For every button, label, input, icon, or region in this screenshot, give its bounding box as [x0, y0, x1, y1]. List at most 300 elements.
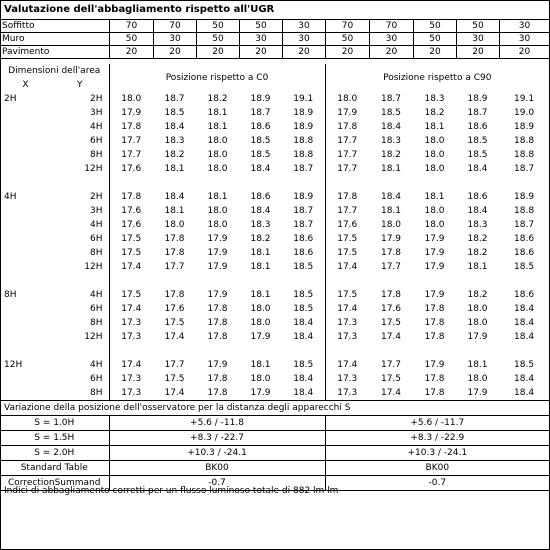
ugr-value-c0: 18.0: [121, 94, 142, 104]
area-x-label: [0, 260, 51, 274]
ugr-row: [0, 330, 549, 344]
group-spacer: [0, 344, 549, 358]
ugr-value-c90: 18.9: [467, 94, 488, 104]
ugr-value-c0: 17.6: [121, 206, 142, 216]
reflectance-value: 20: [197, 46, 240, 59]
ugr-value-c90: 18.7: [514, 220, 535, 230]
y-header: Y: [51, 78, 109, 92]
ugr-value-c0: 18.7: [282, 204, 325, 218]
ugr-value-c90: 17.7: [337, 164, 358, 174]
ugr-value-c90: 18.4: [380, 122, 402, 132]
ugr-value-c90: 17.9: [424, 262, 445, 272]
reflectance-value: 30: [500, 20, 550, 33]
ugr-value-c0: 17.9: [207, 360, 228, 370]
ugr-value-c90: 17.7: [337, 206, 358, 216]
area-x-label: [0, 330, 51, 344]
ugr-value-c0: 18.0: [207, 136, 228, 146]
ugr-value-c0: 18.5: [282, 260, 325, 274]
dimensions-header: Dimensioni dell'area: [0, 64, 109, 78]
ugr-value-c90: 18.0: [380, 220, 402, 230]
ugr-value-c0: 18.5: [282, 288, 325, 302]
ugr-row: [0, 386, 549, 401]
standard-table-c0: BK00: [109, 461, 325, 476]
ugr-value-c0: 17.5: [121, 234, 142, 244]
ugr-value-c0: 17.9: [250, 332, 271, 342]
ugr-value-c90: 18.0: [424, 150, 445, 160]
ugr-value-c0: 18.7: [282, 218, 325, 232]
ugr-value-c0: 17.6: [121, 220, 142, 230]
ugr-value-c0: 18.3: [250, 220, 271, 230]
ugr-value-c0: 17.8: [121, 122, 142, 132]
ugr-value-c0: 18.0: [207, 206, 228, 216]
ugr-value-c90: 17.8: [380, 248, 402, 258]
area-y-label: 8H: [51, 148, 109, 162]
ugr-value-c90: 17.9: [467, 332, 488, 342]
ugr-row: [0, 232, 549, 246]
ugr-value-c0: 18.1: [207, 122, 228, 132]
ugr-value-c90: 18.4: [467, 164, 488, 174]
ugr-value-c0: 17.8: [207, 332, 228, 342]
area-x-label: [0, 246, 51, 260]
reflectance-value: 30: [154, 33, 197, 46]
ugr-value-c0: 17.8: [207, 318, 228, 328]
reflectance-value: 70: [326, 20, 370, 33]
area-x-label: 8H: [4, 290, 17, 300]
ugr-value-c0: 18.0: [250, 318, 271, 328]
ugr-value-c0: 18.7: [164, 94, 185, 104]
reflectance-value: 50: [457, 20, 500, 33]
ugr-value-c90: 18.2: [380, 150, 402, 160]
spacer-cell: [325, 274, 549, 288]
ugr-value-c0: 17.6: [121, 164, 142, 174]
ugr-value-c0: 18.2: [250, 234, 271, 244]
ugr-value-c0: 18.6: [282, 232, 325, 246]
ugr-value-c90: 18.0: [467, 304, 488, 314]
area-y-label: 6H: [51, 232, 109, 246]
header-row: [0, 64, 549, 78]
ugr-value-c90: 18.1: [380, 164, 402, 174]
ugr-row: [0, 190, 549, 204]
area-x-label: [0, 204, 51, 218]
reflectance-table: [0, 19, 550, 59]
ugr-row: [0, 372, 549, 386]
ugr-value-c90: 17.8: [337, 192, 358, 202]
c0-header: Posizione rispetto a C0: [109, 64, 325, 92]
ugr-value-c0: 19.1: [282, 92, 325, 106]
ugr-value-c0: 18.0: [250, 304, 271, 314]
ugr-value-c0: 17.4: [121, 360, 142, 370]
ugr-value-c90: 18.7: [514, 164, 535, 174]
reflectance-value: 20: [154, 46, 197, 59]
ugr-value-c0: 17.4: [121, 262, 142, 272]
ugr-value-c0: 17.9: [121, 108, 142, 118]
spacer-cell: [0, 344, 51, 358]
ugr-value-c90: 17.8: [424, 318, 445, 328]
ugr-value-c90: 18.3: [424, 94, 445, 104]
area-y-label: 12H: [51, 162, 109, 176]
ugr-value-c90: 18.3: [467, 220, 488, 230]
reflectance-value: 70: [154, 20, 197, 33]
spacer-cell: [51, 274, 109, 288]
ugr-value-c90: 18.4: [514, 388, 535, 398]
reflectance-value: 50: [197, 20, 240, 33]
ugr-value-c0: 18.5: [282, 358, 325, 372]
ugr-value-c0: 18.9: [250, 94, 271, 104]
ugr-value-c0: 18.4: [164, 192, 185, 202]
ugr-value-c90: 19.1: [514, 94, 535, 104]
ugr-value-c90: 18.7: [380, 94, 402, 104]
ugr-value-c0: 17.7: [164, 262, 185, 272]
ugr-value-c90: 17.3: [337, 388, 358, 398]
ugr-value-c0: 17.7: [164, 360, 185, 370]
ugr-value-c90: 17.8: [424, 332, 445, 342]
ugr-value-c90: 17.4: [337, 262, 358, 272]
reflectance-value: 20: [240, 46, 283, 59]
ugr-value-c0: 17.3: [121, 332, 142, 342]
ugr-value-c90: 19.0: [514, 108, 535, 118]
variation-label: S = 2.0H: [0, 446, 109, 461]
area-y-label: 6H: [51, 302, 109, 316]
reflectance-value: 50: [414, 20, 457, 33]
reflectance-value: 50: [110, 33, 154, 46]
ugr-value-c90: 17.4: [337, 360, 358, 370]
spacer-cell: [325, 344, 549, 358]
ugr-value-c90: 18.0: [424, 136, 445, 146]
variation-c90: +5.6 / -11.7: [325, 416, 549, 431]
reflectance-value: 30: [370, 33, 414, 46]
ugr-value-c90: 18.3: [380, 136, 402, 146]
ugr-value-c0: 18.0: [207, 220, 228, 230]
reflectance-value: 30: [457, 33, 500, 46]
ugr-value-c0: 17.8: [164, 234, 185, 244]
ugr-row: [0, 92, 549, 106]
ugr-value-c0: 18.0: [207, 164, 228, 174]
ugr-value-c0: 17.5: [164, 374, 185, 384]
ugr-value-c0: 18.8: [282, 134, 325, 148]
ugr-value-c0: 18.7: [250, 108, 271, 118]
ugr-value-c90: 18.4: [514, 332, 535, 342]
ugr-value-c90: 17.5: [380, 318, 402, 328]
ugr-value-c0: 17.9: [207, 262, 228, 272]
correction-c90: -0.7: [325, 476, 549, 491]
ugr-value-c0: 18.2: [164, 150, 185, 160]
ugr-value-c90: 18.8: [514, 206, 535, 216]
ugr-row: [0, 358, 549, 372]
standard-table-c90: BK00: [325, 461, 549, 476]
c90-header: Posizione rispetto a C90: [383, 73, 492, 83]
ugr-value-c0: 17.9: [207, 234, 228, 244]
reflectance-value: 20: [326, 46, 370, 59]
area-x-label: 4H: [4, 192, 17, 202]
spacer-cell: [109, 274, 325, 288]
ugr-row: [0, 316, 549, 330]
area-y-label: 6H: [51, 134, 109, 148]
reflectance-value: 50: [326, 33, 370, 46]
ugr-value-c90: 18.2: [467, 234, 488, 244]
ugr-value-c0: 17.9: [207, 248, 228, 258]
ugr-value-c90: 17.4: [380, 388, 402, 398]
ugr-value-c0: 17.4: [164, 388, 185, 398]
variation-label: S = 1.0H: [0, 416, 109, 431]
ugr-value-c90: 17.4: [380, 332, 402, 342]
ugr-value-c0: 18.8: [282, 148, 325, 162]
area-y-label: 12H: [51, 330, 109, 344]
ugr-value-c0: 18.5: [282, 302, 325, 316]
ugr-row: [0, 106, 549, 120]
area-x-label: [0, 120, 51, 134]
area-y-label: 2H: [51, 92, 109, 106]
ugr-value-c90: 17.3: [337, 318, 358, 328]
ugr-value-c90: 18.6: [514, 234, 535, 244]
ugr-value-c0: 18.9: [282, 190, 325, 204]
area-x-label: [0, 106, 51, 120]
ugr-value-c90: 18.5: [467, 150, 488, 160]
ugr-value-c0: 17.8: [121, 192, 142, 202]
reflectance-value: 50: [197, 33, 240, 46]
ugr-value-c0: 17.6: [164, 304, 185, 314]
area-x-label: 12H: [4, 360, 23, 370]
ugr-value-c0: 18.9: [282, 120, 325, 134]
ugr-value-c0: 18.6: [282, 246, 325, 260]
ugr-value-c0: 18.6: [250, 122, 271, 132]
ugr-value-c90: 18.5: [467, 136, 488, 146]
ugr-value-c0: 18.9: [282, 106, 325, 120]
ugr-value-c90: 18.5: [514, 360, 535, 370]
ugr-value-c90: 17.7: [380, 262, 402, 272]
spacer-cell: [51, 176, 109, 190]
ugr-value-c0: 18.0: [207, 150, 228, 160]
ugr-value-c90: 17.7: [337, 136, 358, 146]
area-y-label: 12H: [51, 260, 109, 274]
ugr-value-c0: 17.9: [207, 290, 228, 300]
variation-c0: +10.3 / -24.1: [109, 446, 325, 461]
ugr-value-c0: 17.8: [207, 374, 228, 384]
ugr-value-c90: 18.4: [514, 374, 535, 384]
ugr-value-c90: 18.1: [424, 192, 445, 202]
ugr-value-c0: 18.0: [250, 374, 271, 384]
ugr-row: [0, 260, 549, 274]
reflectance-value: 20: [370, 46, 414, 59]
reflectance-value: 20: [457, 46, 500, 59]
area-y-label: 4H: [51, 120, 109, 134]
ugr-row: [0, 148, 549, 162]
ugr-value-c90: 17.5: [337, 290, 358, 300]
ugr-value-c90: 18.6: [514, 290, 535, 300]
reflectance-value: 50: [240, 20, 283, 33]
reflectance-value: 20: [414, 46, 457, 59]
area-y-label: 2H: [51, 190, 109, 204]
ugr-value-c0: 17.8: [164, 248, 185, 258]
ugr-value-c0: 17.8: [207, 388, 228, 398]
reflectance-value: 20: [283, 46, 326, 59]
ugr-value-c0: 18.5: [250, 136, 271, 146]
ugr-value-c90: 17.9: [467, 388, 488, 398]
ugr-value-c90: 18.4: [467, 206, 488, 216]
ugr-value-c90: 17.7: [380, 360, 402, 370]
ugr-value-c90: 17.8: [424, 388, 445, 398]
ugr-value-c90: 17.9: [424, 290, 445, 300]
ugr-value-c0: 18.1: [164, 164, 185, 174]
ugr-value-c90: 18.4: [380, 192, 402, 202]
ugr-value-c90: 17.8: [424, 374, 445, 384]
variation-row: [0, 431, 549, 446]
variation-row: [0, 416, 549, 431]
ugr-value-c90: 18.6: [467, 122, 488, 132]
area-x-label: [0, 134, 51, 148]
spacer-cell: [109, 176, 325, 190]
ugr-value-c0: 18.1: [207, 192, 228, 202]
reflectance-label: Soffitto: [1, 20, 110, 33]
ugr-value-c0: 18.1: [250, 290, 271, 300]
reflectance-label: Pavimento: [1, 46, 110, 59]
x-header: X: [22, 80, 29, 90]
ugr-value-c90: 18.2: [467, 248, 488, 258]
ugr-value-c90: 18.4: [514, 318, 535, 328]
reflectance-row: [1, 20, 550, 33]
area-x-label: [0, 316, 51, 330]
ugr-value-c90: 17.5: [337, 248, 358, 258]
ugr-value-c0: 17.4: [164, 332, 185, 342]
ugr-value-c90: 18.9: [514, 122, 535, 132]
reflectance-value: 30: [500, 33, 550, 46]
ugr-value-c90: 18.4: [514, 304, 535, 314]
reflectance-value: 20: [110, 46, 154, 59]
group-spacer: [0, 176, 549, 190]
ugr-value-c0: 18.1: [250, 360, 271, 370]
area-x-label: [0, 148, 51, 162]
variation-c90: +8.3 / -22.9: [325, 431, 549, 446]
variation-row: [0, 446, 549, 461]
ugr-value-c0: 18.5: [250, 150, 271, 160]
ugr-value-c90: 18.1: [380, 206, 402, 216]
area-y-label: 3H: [51, 204, 109, 218]
ugr-value-c90: 18.2: [467, 290, 488, 300]
area-y-label: 3H: [51, 106, 109, 120]
ugr-row: [0, 288, 549, 302]
reflectance-value: 50: [414, 33, 457, 46]
reflectance-value: 70: [370, 20, 414, 33]
ugr-value-c90: 17.3: [337, 374, 358, 384]
reflectance-value: 30: [283, 33, 326, 46]
ugr-value-c0: 18.4: [282, 372, 325, 386]
ugr-value-c0: 18.5: [164, 108, 185, 118]
area-y-label: 8H: [51, 246, 109, 260]
ugr-value-c90: 17.9: [337, 108, 358, 118]
ugr-value-c0: 17.4: [121, 304, 142, 314]
ugr-value-c90: 17.8: [380, 290, 402, 300]
ugr-value-c90: 18.2: [424, 108, 445, 118]
ugr-value-c90: 18.1: [424, 122, 445, 132]
ugr-value-c90: 18.0: [467, 318, 488, 328]
ugr-value-c90: 17.9: [380, 234, 402, 244]
ugr-value-c0: 18.1: [207, 108, 228, 118]
ugr-row: [0, 162, 549, 176]
area-x-label: [0, 302, 51, 316]
ugr-value-c90: 18.6: [514, 248, 535, 258]
area-x-label: [0, 372, 51, 386]
ugr-value-c90: 17.9: [424, 360, 445, 370]
ugr-value-c0: 18.4: [250, 164, 271, 174]
ugr-value-c90: 18.0: [424, 206, 445, 216]
reflectance-label: Muro: [1, 33, 110, 46]
ugr-value-c90: 18.7: [467, 108, 488, 118]
ugr-value-c90: 17.6: [337, 220, 358, 230]
ugr-row: [0, 246, 549, 260]
reflectance-row: [1, 46, 550, 59]
area-y-label: 4H: [51, 288, 109, 302]
area-x-label: 2H: [4, 94, 17, 104]
ugr-row: [0, 134, 549, 148]
variation-label: S = 1.5H: [0, 431, 109, 446]
area-x-label: [0, 218, 51, 232]
spacer-cell: [51, 344, 109, 358]
ugr-value-c0: 17.3: [121, 388, 142, 398]
spacer-cell: [0, 176, 51, 190]
report-title: Valutazione dell'abbagliamento rispetto all'UGR: [4, 4, 275, 15]
correction-c0: -0.7: [109, 476, 325, 491]
area-y-label: 8H: [51, 316, 109, 330]
ugr-value-c90: 18.8: [514, 150, 535, 160]
ugr-value-c90: 17.8: [424, 304, 445, 314]
reflectance-value: 70: [110, 20, 154, 33]
ugr-value-c0: 18.4: [282, 316, 325, 330]
ugr-value-c0: 17.3: [121, 374, 142, 384]
variation-title-row: [0, 401, 549, 416]
area-y-label: 6H: [51, 372, 109, 386]
ugr-value-c0: 17.5: [121, 248, 142, 258]
reflectance-value: 30: [240, 33, 283, 46]
ugr-value-c90: 17.6: [380, 304, 402, 314]
area-y-label: 4H: [51, 358, 109, 372]
ugr-value-c90: 18.8: [514, 136, 535, 146]
ugr-value-c0: 17.8: [207, 304, 228, 314]
ugr-row: [0, 218, 549, 232]
ugr-row: [0, 204, 549, 218]
ugr-value-c90: 18.6: [467, 192, 488, 202]
ugr-value-c0: 17.8: [164, 290, 185, 300]
ugr-value-c90: 18.0: [467, 374, 488, 384]
variation-c90: +10.3 / -24.1: [325, 446, 549, 461]
ugr-value-c90: 17.4: [337, 304, 358, 314]
footer-note: Indici di abbagliamento corretti per un flusso luminoso totale di 882 lm lm: [4, 486, 339, 496]
spacer-cell: [0, 274, 51, 288]
ugr-value-c0: 17.9: [250, 388, 271, 398]
ugr-value-c0: 18.3: [164, 136, 185, 146]
area-y-label: 4H: [51, 218, 109, 232]
ugr-value-c0: 17.5: [164, 318, 185, 328]
ugr-value-c0: 18.1: [250, 262, 271, 272]
reflectance-value: 20: [500, 46, 550, 59]
ugr-value-c0: 17.7: [121, 136, 142, 146]
reflectance-row: [1, 33, 550, 46]
ugr-value-c0: 18.1: [164, 206, 185, 216]
ugr-value-c90: 18.0: [424, 164, 445, 174]
ugr-value-c0: 17.5: [121, 290, 142, 300]
spacer-cell: [109, 344, 325, 358]
variation-c0: +5.6 / -11.8: [109, 416, 325, 431]
area-y-label: 8H: [51, 386, 109, 401]
ugr-value-c0: 18.2: [207, 94, 228, 104]
spacer-cell: [325, 176, 549, 190]
ugr-value-c0: 18.0: [164, 220, 185, 230]
correction-label: CorrectionSummand: [0, 476, 109, 491]
ugr-value-c90: 18.1: [467, 262, 488, 272]
ugr-value-c0: 18.4: [282, 330, 325, 344]
ugr-value-c90: 18.0: [424, 220, 445, 230]
ugr-value-c90: 18.9: [514, 192, 535, 202]
ugr-value-c0: 17.7: [121, 150, 142, 160]
standard-table-label: Standard Table: [0, 461, 109, 476]
